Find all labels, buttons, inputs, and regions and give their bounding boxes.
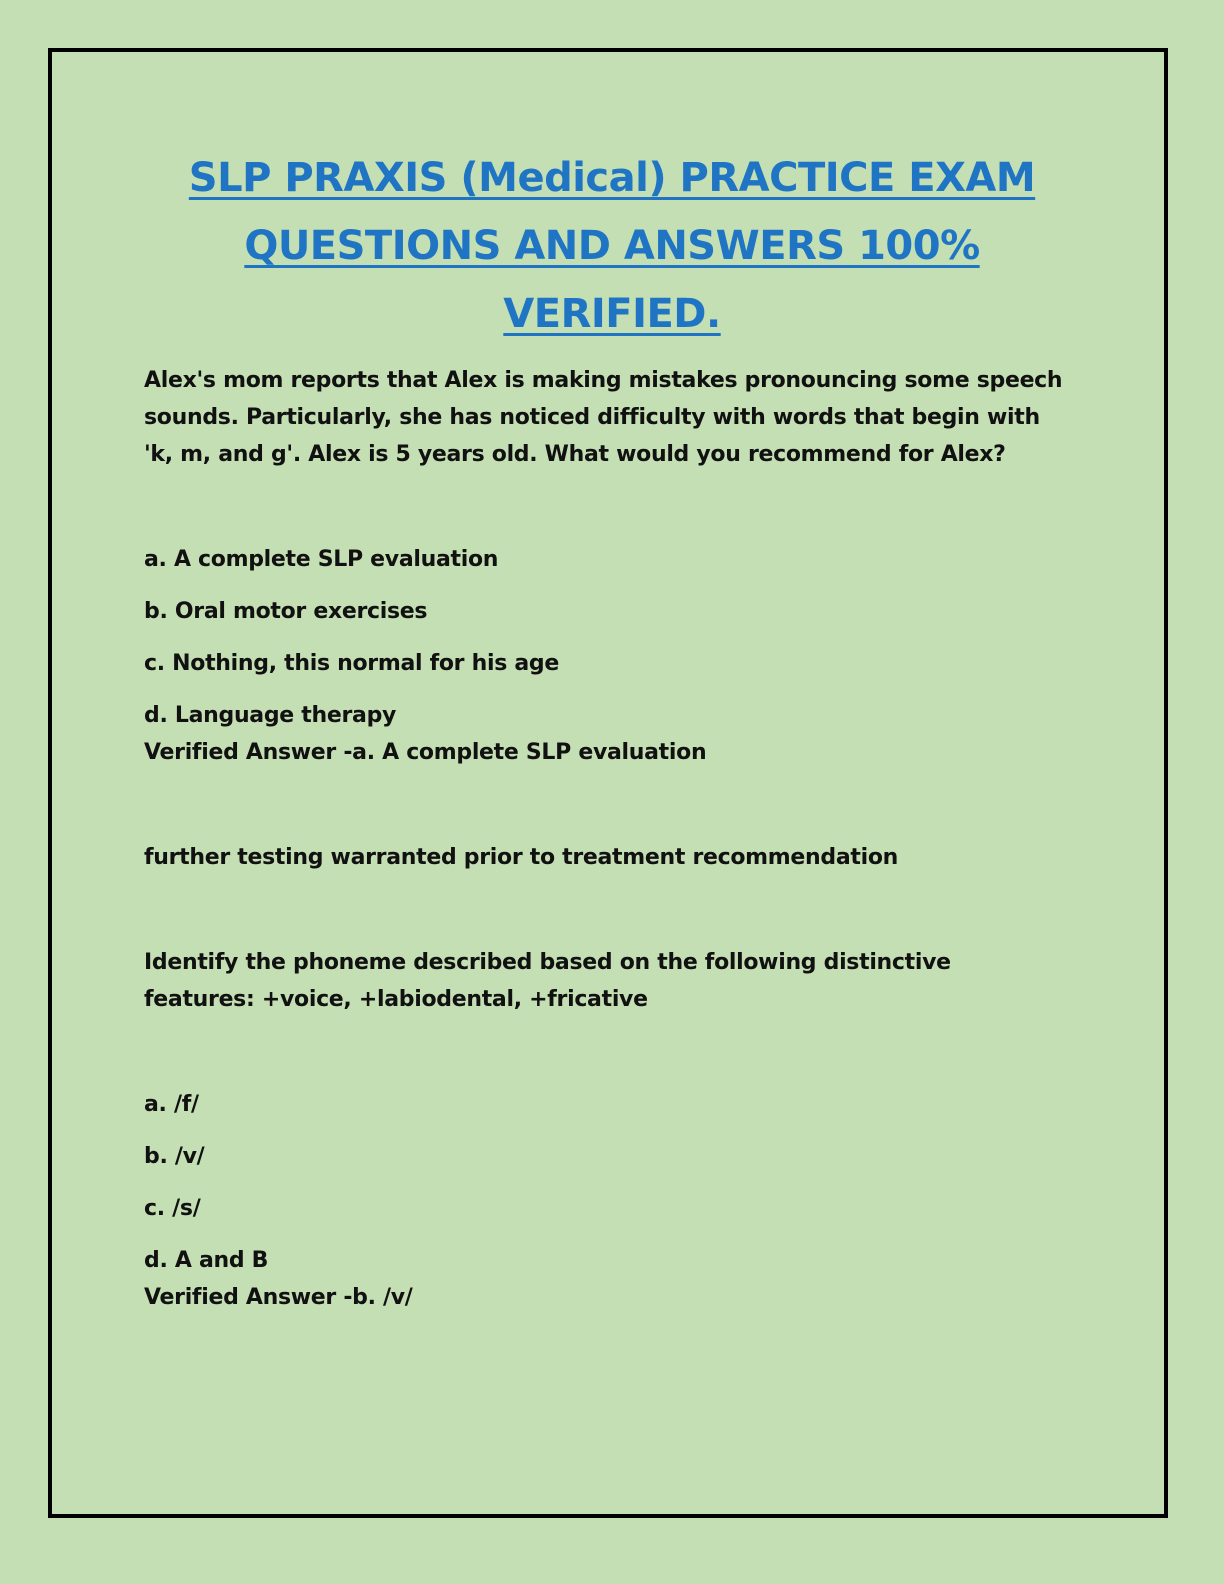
question-2-option-b: b. /v/ [144,1144,205,1169]
document-title: SLP PRAXIS (Medical) PRACTICE EXAM QUESTIONS AND ANSWERS 100% VERIFIED. [188,155,1036,337]
question-2-text: Identify the phoneme described based on the following distinctive features: +voice, +labiodental, +fricative [144,950,951,1012]
question-2-option-a: a. /f/ [144,1092,199,1117]
document-content [144,362,1064,1316]
question-1-option-b: b. Oral motor exercises [144,599,428,624]
question-1-note: further testing warranted prior to treatment recommendation [144,845,899,870]
question-1-options [144,541,1064,734]
question-2-answer: Verified Answer -b. /v/ [144,1285,413,1310]
question-1-option-d: d. Language therapy [144,703,397,728]
question-2-options [144,1086,1064,1279]
question-2-option-c: c. /s/ [144,1196,201,1221]
question-1-answer: Verified Answer -a. A complete SLP evaluation [144,740,707,765]
question-2-option-d: d. A and B [144,1248,269,1273]
question-1-option-a: a. A complete SLP evaluation [144,547,499,572]
question-1-option-c: c. Nothing, this normal for his age [144,651,559,676]
question-1-text: Alex's mom reports that Alex is making mistakes pronouncing some speech sounds. Particularly, she has noticed difficulty with words that begin with 'k, m, and g'. Alex is 5 years old. What would you recommend for Alex? [144,368,1063,467]
